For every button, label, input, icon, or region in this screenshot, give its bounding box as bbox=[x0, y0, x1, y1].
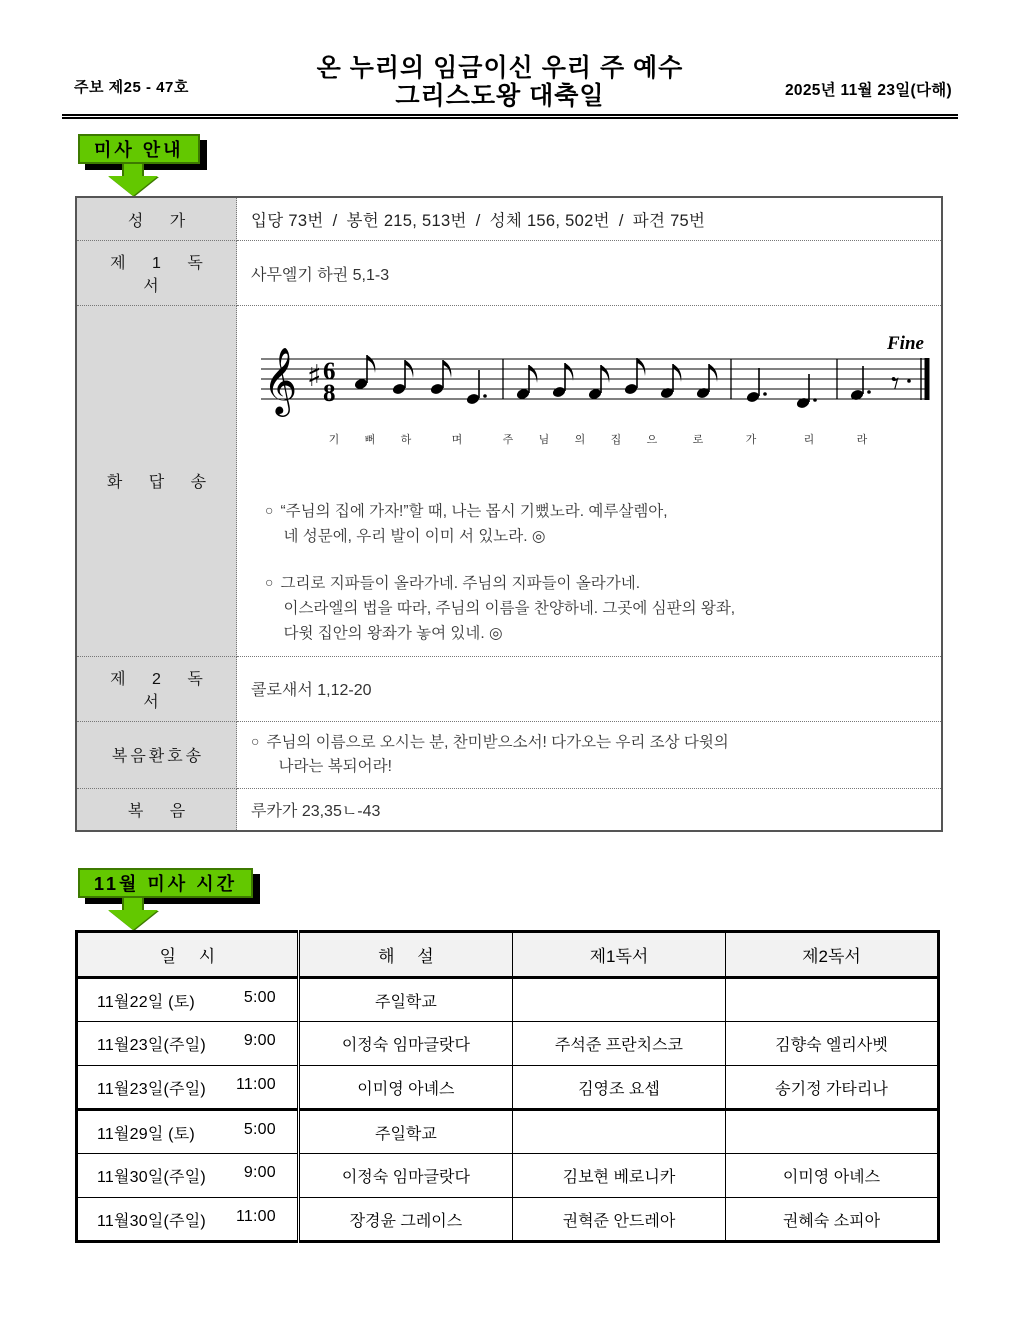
cell-time: 5:00 bbox=[243, 988, 276, 1006]
banner-box bbox=[78, 134, 200, 164]
row-value-gospel: 루카가 23,35ㄴ-43 bbox=[237, 788, 943, 831]
row-value-responsorial-psalm bbox=[237, 306, 943, 657]
cell-datetime bbox=[77, 1110, 299, 1154]
cell-narrator: 장경윤 그레이스 bbox=[298, 1198, 512, 1242]
row-label-hymn: 성 가 bbox=[76, 197, 237, 241]
lyric-syllable: 라 bbox=[856, 434, 868, 446]
column-header-narrator: 해 설 bbox=[298, 932, 512, 978]
music-staff-svg bbox=[251, 329, 941, 429]
psalm-line: “주님의 집에 가자!”할 때, 나는 몹시 기뻤노라. 예루살렘아, bbox=[280, 503, 668, 520]
arrow-head bbox=[108, 176, 158, 196]
cell-datetime bbox=[77, 978, 299, 1022]
row-label-first-reading: 제 1 독 서 bbox=[76, 241, 237, 306]
cell-first-reading bbox=[512, 1110, 725, 1154]
cell-second-reading: 권혜숙 소피아 bbox=[725, 1198, 938, 1242]
svg-text:𝄞: 𝄞 bbox=[263, 346, 298, 414]
table-row-responsorial-psalm bbox=[76, 306, 942, 657]
lyric-syllable: 의 bbox=[574, 434, 586, 446]
hymn-sep-1: / bbox=[332, 212, 338, 230]
cell-narrator: 이정숙 임마글랏다 bbox=[298, 1022, 512, 1066]
lyric-syllable: 뻐 bbox=[364, 434, 376, 446]
table-row bbox=[77, 1198, 939, 1242]
title-line-2: 그리스도왕 대축일 bbox=[395, 82, 605, 110]
lyric-syllable: 로 bbox=[692, 434, 704, 446]
lyric-syllable: 으 bbox=[646, 434, 658, 446]
table-row-gospel-acclamation bbox=[76, 721, 942, 788]
banner-mass-info bbox=[78, 134, 200, 164]
cell-time: 11:00 bbox=[235, 1075, 276, 1093]
psalm-lyrics bbox=[251, 431, 941, 447]
cell-first-reading: 주석준 프란치스코 bbox=[512, 1022, 725, 1066]
row-value-gospel-acclamation bbox=[237, 721, 943, 788]
acclamation-line: 나라는 복되어라! bbox=[278, 757, 392, 775]
table-header-row bbox=[77, 932, 939, 978]
psalm-verse bbox=[251, 499, 941, 549]
lyric-syllable: 하 bbox=[400, 434, 412, 446]
cell-narrator: 주일학교 bbox=[298, 1110, 512, 1154]
table-row bbox=[77, 1066, 939, 1110]
cell-second-reading: 이미영 아녜스 bbox=[725, 1154, 938, 1198]
lyric-syllable: 기 bbox=[328, 434, 340, 446]
cell-second-reading bbox=[725, 978, 938, 1022]
column-header-second-reading: 제2독서 bbox=[725, 932, 938, 978]
header-divider bbox=[62, 114, 958, 119]
lyric-syllable: 며 bbox=[451, 434, 463, 446]
psalm-verse bbox=[251, 571, 941, 646]
circle-bullet-icon: ○ bbox=[251, 732, 260, 749]
table-row bbox=[77, 1022, 939, 1066]
table-row-gospel bbox=[76, 788, 942, 831]
cell-datetime bbox=[77, 1154, 299, 1198]
cell-first-reading: 권혁준 안드레아 bbox=[512, 1198, 725, 1242]
cell-second-reading: 송기정 가타리나 bbox=[725, 1066, 938, 1110]
cell-time: 9:00 bbox=[243, 1164, 276, 1181]
column-header-datetime: 일 시 bbox=[77, 932, 299, 978]
svg-text:6: 6 bbox=[323, 358, 336, 385]
cell-narrator: 이정숙 임마글랏다 bbox=[298, 1154, 512, 1198]
row-label-responsorial-psalm: 화 답 송 bbox=[76, 306, 237, 657]
hymn-offertory: 봉헌 215, 513번 bbox=[346, 212, 467, 230]
psalm-line: 이스라엘의 법을 따라, 주님의 이름을 찬양하네. 그곳에 심판의 왕좌, bbox=[283, 600, 736, 618]
row-label-gospel-acclamation: 복음환호송 bbox=[76, 721, 237, 788]
lyric-syllable: 님 bbox=[538, 434, 550, 446]
page-title bbox=[245, 54, 755, 110]
hymn-sep-2: / bbox=[475, 212, 481, 230]
row-label-second-reading: 제 2 독 서 bbox=[76, 656, 237, 721]
banner-mass-schedule-label: 11월 미사 시간 bbox=[94, 874, 237, 894]
cell-datetime bbox=[77, 1066, 299, 1110]
cell-date: 11월23일(주일) bbox=[97, 1080, 206, 1098]
cell-time: 11:00 bbox=[235, 1207, 276, 1225]
table-row bbox=[77, 978, 939, 1022]
hymn-dismissal: 파견 75번 bbox=[632, 212, 706, 230]
banner-mass-info-label: 미사 안내 bbox=[94, 140, 184, 160]
circle-bullet-icon: ○ bbox=[265, 574, 274, 591]
column-header-first-reading: 제1독서 bbox=[512, 932, 725, 978]
lyric-syllable: 주 bbox=[502, 434, 514, 446]
lyric-syllable: 집 bbox=[610, 434, 622, 446]
cell-first-reading bbox=[512, 978, 725, 1022]
banner-mass-schedule bbox=[78, 868, 253, 898]
cell-time: 9:00 bbox=[243, 1032, 276, 1049]
lyric-syllable: 가 bbox=[745, 434, 757, 446]
cell-date: 11월30일(주일) bbox=[97, 1212, 206, 1230]
hymn-communion: 성체 156, 502번 bbox=[489, 212, 610, 230]
table-row-first-reading bbox=[76, 241, 942, 306]
banner-box bbox=[78, 868, 253, 898]
fine-marking: Fine bbox=[887, 333, 924, 354]
table-row bbox=[77, 1154, 939, 1198]
psalm-line: 네 성문에, 우리 발이 이미 서 있노라. ◎ bbox=[283, 528, 546, 546]
cell-datetime bbox=[77, 1022, 299, 1066]
issue-date: 2025년 11월 23일(다해) bbox=[784, 82, 952, 99]
mass-info-table bbox=[75, 196, 943, 832]
cell-first-reading: 김영조 요셉 bbox=[512, 1066, 725, 1110]
arrow-head bbox=[108, 910, 158, 930]
svg-text:𝄾: 𝄾 bbox=[891, 364, 900, 402]
title-line-1: 온 누리의 임금이신 우리 주 예수 bbox=[316, 54, 684, 82]
table-row-hymn bbox=[76, 197, 942, 241]
svg-text:♯: ♯ bbox=[307, 359, 322, 394]
lyric-syllable: 리 bbox=[803, 434, 815, 446]
cell-time: 5:00 bbox=[243, 1120, 276, 1138]
table-row bbox=[77, 1110, 939, 1154]
psalm-line: 그리로 지파들이 올라가네. 주님의 지파들이 올라가네. bbox=[280, 575, 641, 593]
row-label-gospel: 복 음 bbox=[76, 788, 237, 831]
cell-second-reading: 김향숙 엘리사벳 bbox=[725, 1022, 938, 1066]
cell-date: 11월29일 (토) bbox=[97, 1125, 195, 1143]
page-header bbox=[0, 54, 1020, 110]
cell-date: 11월23일(주일) bbox=[97, 1037, 206, 1054]
bulletin-number: 주보 제25 - 47호 bbox=[74, 79, 189, 96]
svg-text:8: 8 bbox=[323, 380, 336, 407]
circle-bullet-icon: ○ bbox=[265, 502, 274, 518]
psalm-line: 다윗 집안의 왕좌가 놓여 있네. ◎ bbox=[283, 625, 503, 643]
hymn-sep-3: / bbox=[618, 212, 624, 230]
cell-first-reading: 김보현 베로니카 bbox=[512, 1154, 725, 1198]
row-value-second-reading: 콜로새서 1,12-20 bbox=[237, 656, 943, 721]
row-value-hymn bbox=[237, 197, 943, 241]
cell-date: 11월22일 (토) bbox=[97, 993, 195, 1011]
cell-date: 11월30일(주일) bbox=[97, 1169, 206, 1186]
row-value-first-reading: 사무엘기 하권 5,1-3 bbox=[237, 241, 943, 306]
mass-schedule-table bbox=[75, 930, 940, 1243]
table-row-second-reading bbox=[76, 656, 942, 721]
cell-second-reading bbox=[725, 1110, 938, 1154]
cell-narrator: 이미영 아녜스 bbox=[298, 1066, 512, 1110]
psalm-music-notation bbox=[251, 315, 941, 451]
cell-narrator: 주일학교 bbox=[298, 978, 512, 1022]
cell-datetime bbox=[77, 1198, 299, 1242]
acclamation-line: 주님의 이름으로 오시는 분, 찬미받으소서! 다가오는 우리 조상 다윗의 bbox=[266, 733, 729, 751]
hymn-entrance: 입당 73번 bbox=[251, 212, 324, 230]
